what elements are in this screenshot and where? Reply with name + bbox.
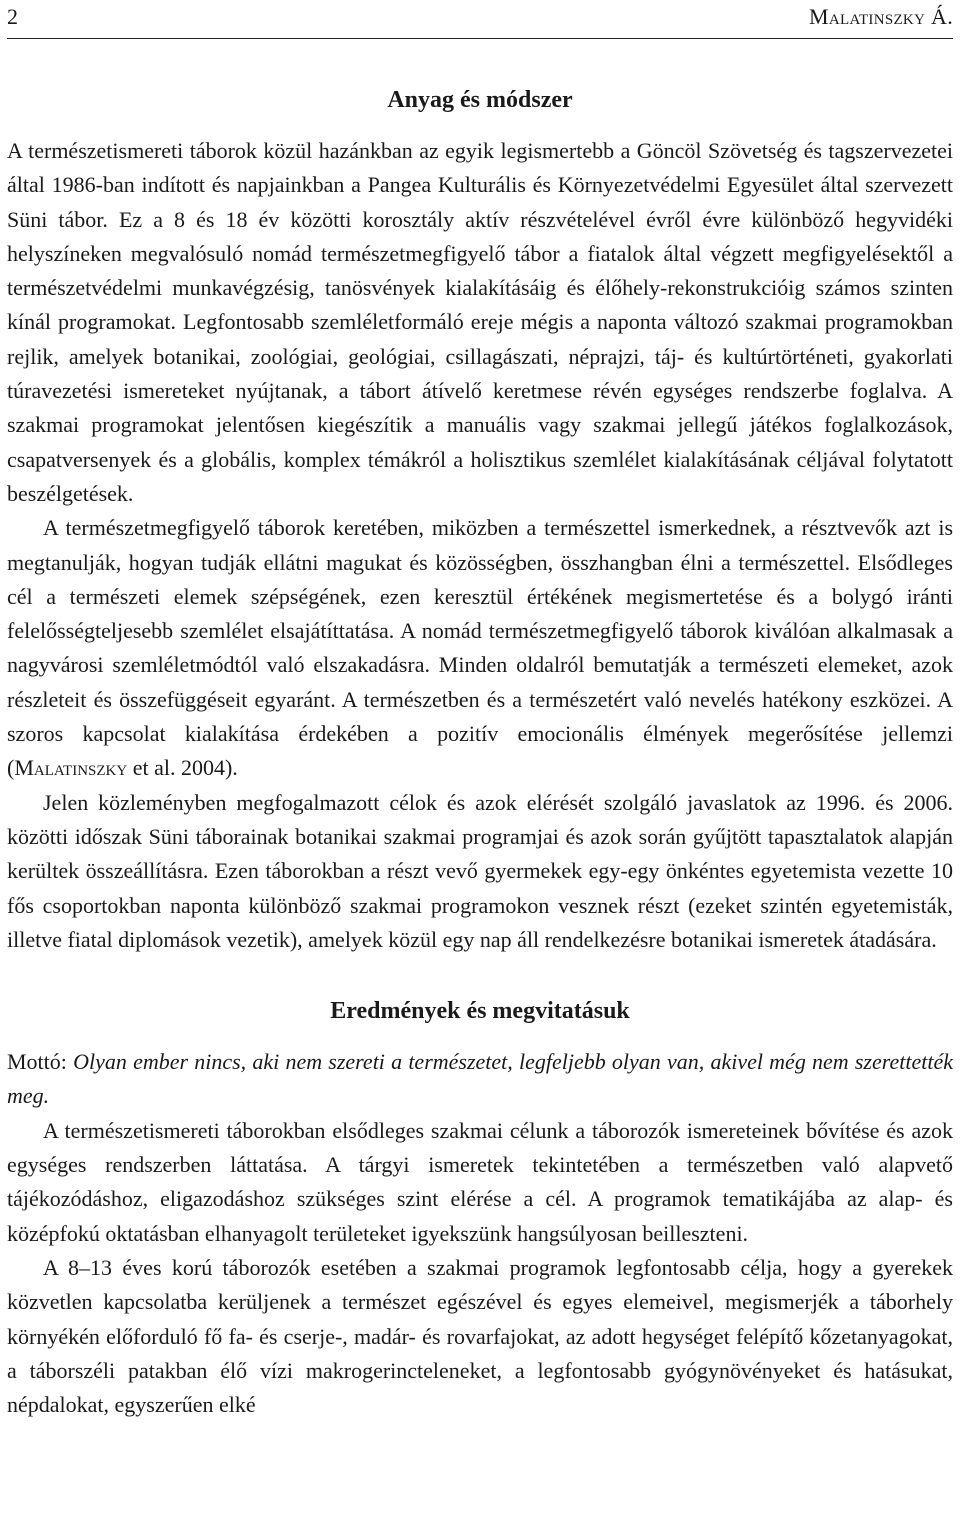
motto-text: Olyan ember nincs, aki nem szereti a természetet, legfeljebb olyan van, akivel még nem szerettették meg.	[7, 1049, 954, 1109]
citation-tail: et al. 2004).	[127, 755, 238, 781]
paragraph-methods-1: A természetismereti táborok közül hazánkban az egyik legismertebb a Göncöl Szövetség és tagszervezetei által 1986-ban indított és napjainkban a Pangea Kulturális és Környezetvédelmi Egyesület által szervezett Süni tábor. Ez a 8 és 18 év közötti korosztály aktív részvételével évről évre különböző hegyvidéki helyszíneken megvalósuló nomád természetmegfigyelő tábor a fiatalok által végzett megfigyelésektől a természetvédelmi munkavégzésig, tanösvények kialakításáig és élőhely-rekonstrukcióig számos szinten kínál programokat. Legfontosabb szemléletformáló ereje mégis a naponta változó szakmai programokban rejlik, amelyek botanikai, zoológiai, geológiai, csillagászati, néprajzi, táj- és kultúrtörténeti, gyakorlati túravezetési ismereteket nyújtanak, a tábort átívelő keretmese révén egységes rendszerbe foglalva. A szakmai programokat jelentősen kiegészítik a manuális vagy szakmai jellegű játékos foglalkozások, csapatversenyek és a globális, komplex témákról a holisztikus szemlélet kialakításának céljával folytatott beszélgetések.	[7, 138, 953, 506]
paragraph-methods-2	[7, 511, 953, 785]
motto	[7, 1045, 953, 1114]
paragraph-text: A természetmegfigyelő táborok keretében, miközben a természettel ismerkednek, a résztvevők azt is megtanulják, hogyan tudják ellátni magukat és közösségben, összhangban élni a természettel. Elsődleges cél a természeti elemek szépségének, ezen keresztül értékének megismertetése és a bolygó iránti felelősségteljesebb szemlélet elsajátíttatása. A nomád természetmegfigyelő táborok kiválóan alkalmasak a nagyvárosi szemléletmódtól való elszakadásra. Minden oldalról bemutatják a természeti elemeket, azok részleteit és összefüggéseit egyaránt. A természetben és a természetért való nevelés hatékony eszközei. A szoros kapcsolat kialakítása érdekében a pozitív emocionális élmények megerősítése jellemzi (	[7, 515, 953, 781]
running-header	[7, 0, 953, 39]
section-heading-methods: Anyag és módszer	[387, 87, 573, 113]
citation-author: Malatinszky	[14, 755, 128, 781]
paragraph-methods-3: Jelen közleményben megfogalmazott célok és azok elérését szolgáló javaslatok az 1996. és 2006. közötti időszak Süni táborainak botanikai szakmai programjai és azok során gyűjtött tapasztalatok alapján kerültek összeállításra. Ezen táborokban a részt vevő gyermekek egy-egy önkéntes egyetemista vezette 10 fős csoportokban naponta különböző szakmai programokon vesznek részt (ezeket szintén egyetemisták, illetve fiatal diplomások vezetik), amelyek közül egy nap áll rendelkezésre botanikai ismeretek átadására.	[7, 789, 953, 952]
running-author: Malatinszky Á.	[809, 4, 953, 29]
document-page	[7, 0, 953, 1422]
section-heading-results: Eredmények és megvitatásuk	[330, 998, 630, 1025]
paragraph-results-2: A 8–13 éves korú táborozók esetében a szakmai programok legfontosabb célja, hogy a gyerekek közvetlen kapcsolatba kerüljenek a természet egészével és egyes elemeivel, megismerjék a táborhely környékén előforduló fő fa- és cserje-, madár- és rovarfajokat, az adott hegységet felépítő kőzetanyagokat, a táborszéli patakban élő vízi makrogerincteleneket, a legfontosabb gyógynövényeket és hatásukat, népdalokat, egyszerűen elké	[7, 1254, 953, 1418]
paragraph-results-1: A természetismereti táborokban elsődleges szakmai célunk a táborozók ismereteinek bővítése és azok egységes rendszerben láttatása. A tárgyi ismeretek tekintetében a természetben való alapvető tájékozódáshoz, eligazodáshoz szükséges szint elérése a cél. A programok tematikájába az alap- és középfokú oktatásban elhanyagolt területeket igyekszünk hangsúlyosan beilleszteni.	[7, 1117, 953, 1246]
page-number: 2	[7, 4, 18, 29]
motto-label: Mottó:	[7, 1049, 74, 1075]
